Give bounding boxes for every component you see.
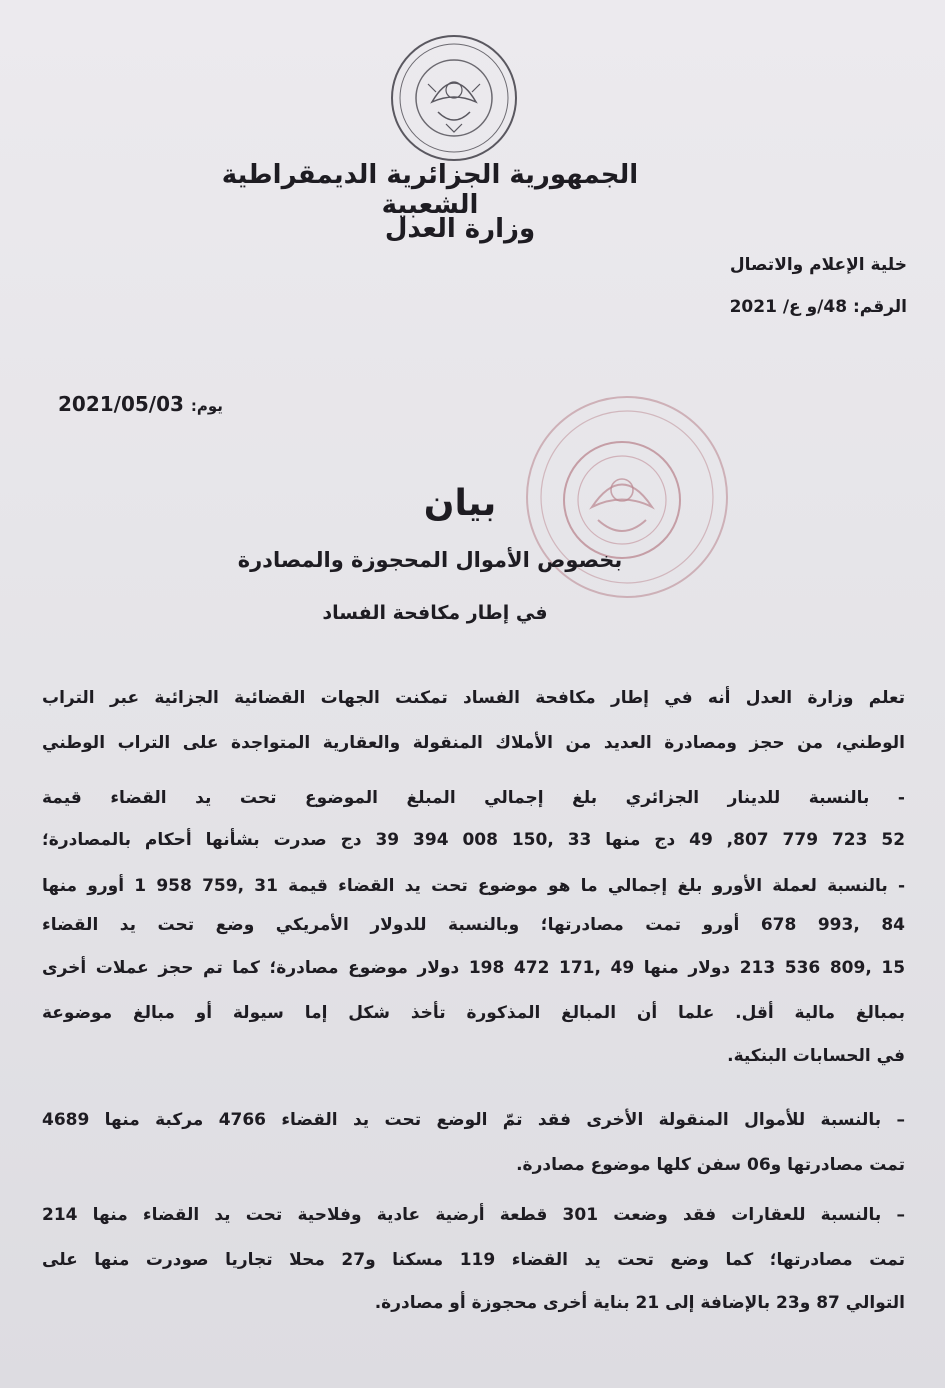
body-line: تمت مصادرتها؛ كما وضع تحت يد القضاء 119 مسكنا و27 محلا تجاريا صودرت منها على bbox=[42, 1250, 906, 1270]
body-line: 52 723 779 807, 49 دج منها 33 ,150 008 394 39 دج صدرت بشأنها أحكام بالمصادرة؛ bbox=[42, 830, 906, 850]
statement-title: بيان bbox=[423, 483, 497, 524]
body-line: تمت مصادرتها و06 سفن كلها موضوع مصادرة. bbox=[516, 1155, 905, 1175]
national-emblem-seal bbox=[388, 32, 520, 164]
body-line: 84 ,993 678 أورو تمت مصادرتها؛ وبالنسبة للدولار الأمريكي وضع تحت يد القضاء bbox=[42, 915, 905, 935]
date-label: يوم: bbox=[190, 397, 223, 415]
communication-cell: خلية الإعلام والاتصال bbox=[729, 255, 907, 275]
statement-framework: في إطار مكافحة الفساد bbox=[322, 602, 548, 624]
body-line: الوطني، من حجز ومصادرة العديد من الأملاك المنقولة والعقارية المتواجدة على التراب الوطني bbox=[42, 733, 905, 753]
reference-number: الرقم: 48/و ع/ 2021 bbox=[729, 297, 907, 317]
statement-subject: بخصوص الأموال المحجوزة والمصادرة bbox=[237, 548, 623, 572]
ministry-heading: وزارة العدل bbox=[384, 214, 536, 244]
body-line: - بالنسبة للدينار الجزائري بلغ إجمالي المبلغ الموضوع تحت يد القضاء قيمة bbox=[42, 788, 905, 808]
body-line: – بالنسبة للأموال المنقولة الأخرى فقد تمّ الوضع تحت يد القضاء 4766 مركبة منها 4689 bbox=[42, 1110, 906, 1130]
body-line: – بالنسبة للعقارات فقد وضعت 301 قطعة أرضية عادية وفلاحية تحت يد القضاء منها 214 bbox=[42, 1205, 905, 1225]
date-line bbox=[58, 392, 223, 416]
body-line: التوالي 87 و23 بالإضافة إلى 21 بناية أخرى محجوزة أو مصادرة. bbox=[374, 1293, 905, 1313]
body-line: 15 ,809 536 213 دولار منها 49 ,171 472 198 دولار موضوع مصادرة؛ كما تم حجز عملات أخرى bbox=[42, 958, 906, 978]
date-value: 2021/05/03 bbox=[58, 392, 184, 416]
body-line: في الحسابات البنكية. bbox=[727, 1046, 905, 1066]
body-line: تعلم وزارة العدل أنه في إطار مكافحة الفساد تمكنت الجهات القضائية الجزائية عبر التراب bbox=[42, 688, 905, 708]
republic-heading: الجمهورية الجزائرية الديمقراطية الشعبية bbox=[221, 160, 639, 220]
body-line: - بالنسبة لعملة الأورو بلغ إجمالي ما هو موضوع تحت يد القضاء قيمة 31 ,759 958 1 أورو منها bbox=[42, 876, 906, 896]
body-line: بمبالغ مالية أقل. علما أن المبالغ المذكورة تأخذ شكل إما سيولة أو مبالغ موضوعة bbox=[42, 1003, 905, 1023]
